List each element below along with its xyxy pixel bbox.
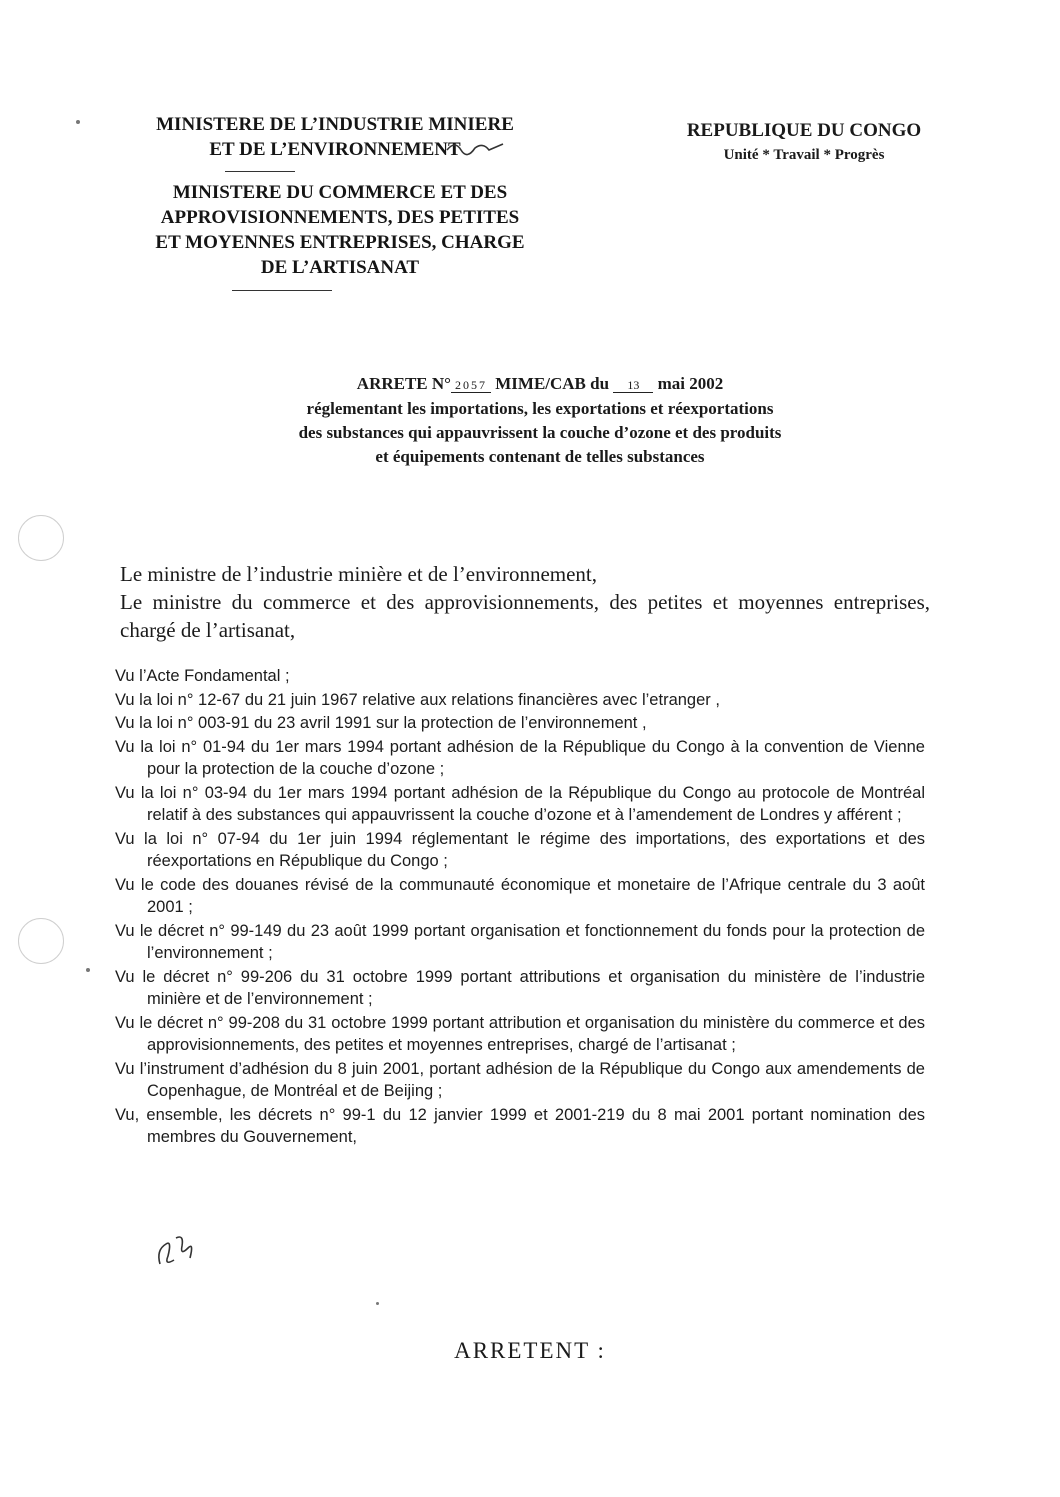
consideration-item: Vu l’Acte Fondamental ; [115,667,290,685]
ministers-preamble [120,560,930,644]
scan-speck [76,120,80,124]
minister-line: Le ministre de l’industrie minière et de l’environnement, [120,562,598,586]
decree-reference-line: ARRETE N° 2057 MIME/CAB du 13 mai 2002 [356,374,724,393]
consideration-item: Vu la loi n° 12-67 du 21 juin 1967 relative aux relations financières avec l’etranger , [115,690,720,709]
consideration-item: Vu le décret n° 99-206 du 31 octobre 1999 portant attributions et organisation du ministère de l’industrie minière et de l’environnement ; [115,967,925,1008]
handwritten-scribble-mark [445,138,505,158]
consideration-item: Vu le décret n° 99-208 du 31 octobre 1999 portant attribution et organisation du ministère du commerce et des approvisionnements, des petites et moyennes entreprises, chargé de l’artisanat ; [115,1013,925,1054]
decree-number: 2057 [451,378,491,393]
legal-considerations-list [115,665,925,1150]
consideration-item: Vu le décret n° 99-149 du 23 août 1999 portant organisation et fonctionnement du fonds pour la protection de l’environnement ; [115,921,925,962]
republic-name: REPUBLIQUE DU CONGO [686,120,922,141]
consideration-item: Vu l’instrument d’adhésion du 8 juin 2001, portant adhésion de la République du Congo aux amendements de Copenhague, de Montréal et de Beijing ; [115,1059,925,1100]
consideration-item: Vu le code des douanes révisé de la communauté économique et monetaire de l’Afrique centrale du 3 août 2001 ; [115,875,925,916]
decree-subject-line: et équipements contenant de telles substances [375,447,705,466]
republic-heading [668,118,940,166]
decree-subject-line: des substances qui appauvrissent la couche d’ozone et des produits [298,423,782,442]
republic-motto: Unité * Travail * Progrès [723,147,885,163]
consideration-item: Vu la loi n° 003-91 du 23 avril 1991 sur la protection de l’environnement , [115,714,647,732]
punch-hole-mark [18,918,64,964]
handwritten-initials-mark [150,1230,200,1270]
consideration-item: Vu, ensemble, les décrets n° 99-1 du 12 janvier 1999 et 2001-219 du 8 mai 2001 portant nomination des membres du Gouvernement, [115,1105,925,1146]
punch-hole-mark [18,515,64,561]
ministry-industry-heading: MINISTERE DE L’INDUSTRIE MINIERE ET DE L’ENVIRONNEMENT [156,114,514,160]
separator-rule [225,171,295,172]
consideration-item: Vu la loi n° 03-94 du 1er mars 1994 portant adhésion de la République du Congo au protocole de Montréal relatif à des substances qui appauvrissent la couche d’ozone et à l’amendement de Londres y afférent ; [115,783,925,824]
decree-subject-line: réglementant les importations, les exportations et réexportations [306,399,774,418]
decree-day: 13 [613,378,653,393]
decree-title [200,372,880,469]
decree-operative-heading: ARRETENT : [454,1338,606,1363]
consideration-item: Vu la loi n° 01-94 du 1er mars 1994 portant adhésion de la République du Congo à la convention de Vienne pour la protection de la couche d’ozone ; [115,737,925,778]
ministry-commerce-heading: MINISTERE DU COMMERCE ET DES APPROVISIONNEMENTS, DES PETITES ET MOYENNES ENTREPRISES, CHARGE DE L’ARTISANAT [155,182,525,278]
separator-rule [232,290,332,291]
consideration-item: Vu la loi n° 07-94 du 1er juin 1994 réglementant le régime des importations, des exportations et des réexportations en République du Congo ; [115,829,925,870]
scan-speck [86,968,90,972]
scan-speck [376,1302,379,1305]
minister-line: Le ministre du commerce et des approvisionnements, des petites et moyennes entreprises, chargé de l’artisanat, [120,590,930,642]
